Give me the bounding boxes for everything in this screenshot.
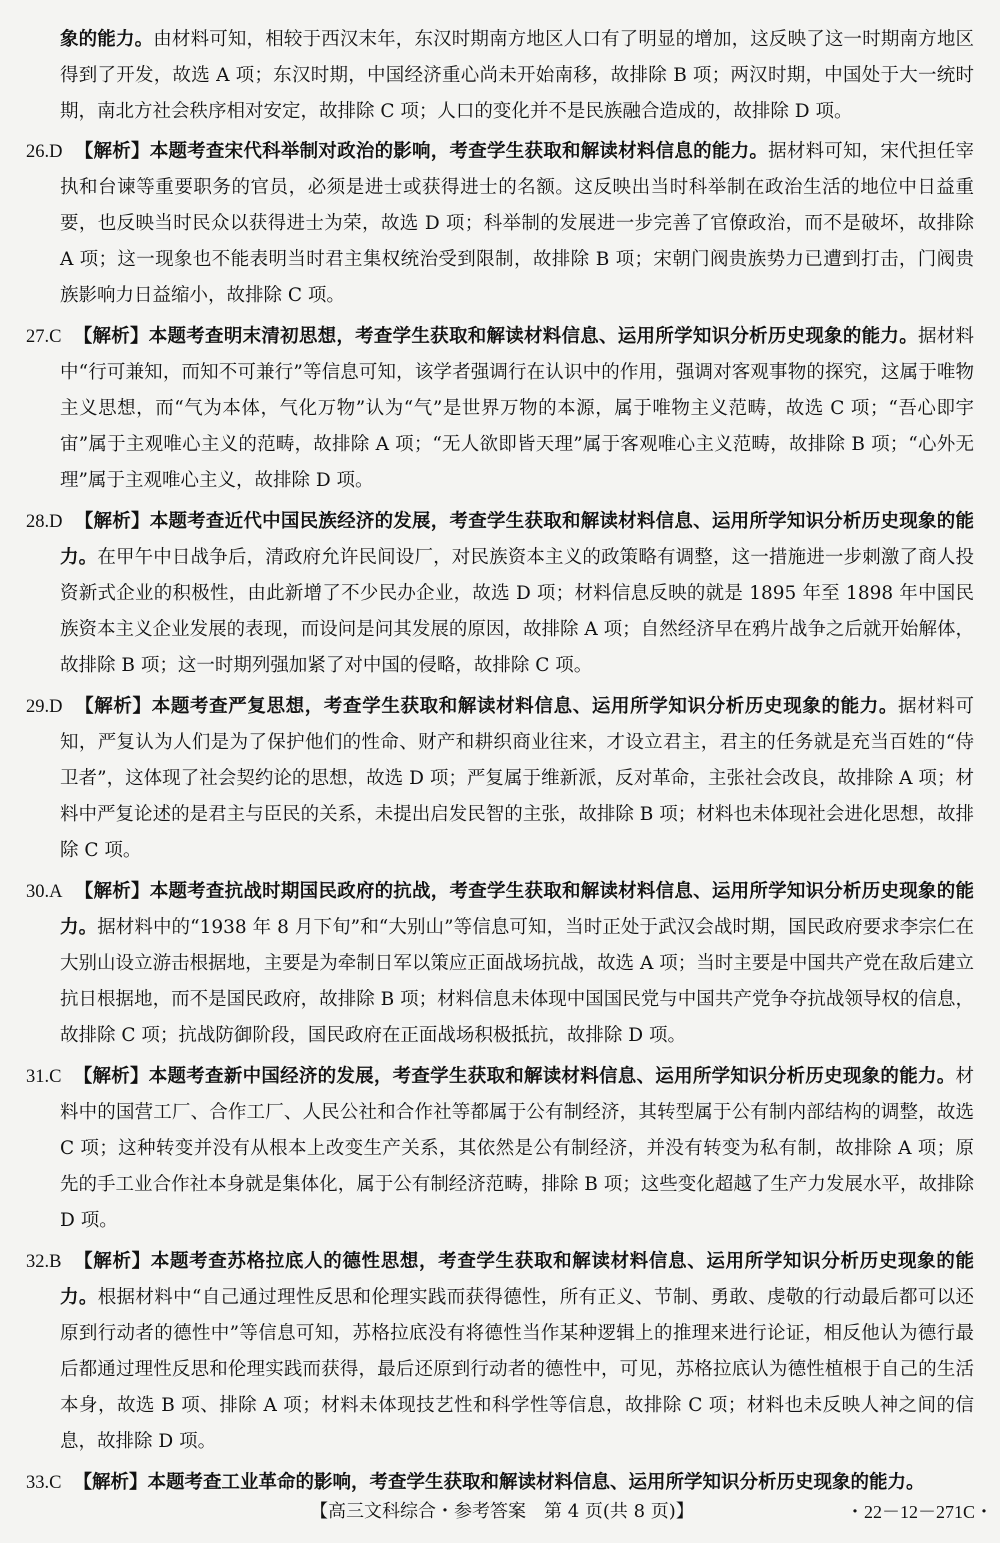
analysis-tag: 【解析】: [73, 1472, 148, 1493]
item-lead: 本题考查近代中国民族经济的发展，考查学生获取和解读材料信息、运用所学知识分析历史现象的能力。: [60, 511, 974, 568]
analysis-tag: 【解析】: [74, 696, 152, 717]
footer-page-info: 【高三文科综合・参考答案 第 4 页(共 8 页)】: [310, 1501, 694, 1522]
footer-exam-code: ・22－12－271C・: [846, 1502, 994, 1522]
item-answer: D: [49, 697, 63, 717]
answer-item-32: [26, 1244, 974, 1460]
item-text: 根据材料中“自己通过理性反思和伦理实践而获得德性，所有正义、节制、勇敢、虔敬的行动最后都可以还原到行动者的德性中”等信息可知，苏格拉底没有将德性当作某种逻辑上的推理来进行论证，相反他认为德行最后都通过理性反思和伦理实践而获得，最后还原到行动者的德性中，可见，苏格拉底认为德性植根于自己的生活本身，故选 B 项、排除 A 项；材料未体现技艺性和科学性等信息，故排除 C 项；材料也未反映人神之间的信息，故排除 D 项。: [60, 1287, 974, 1452]
answer-item-29: [26, 689, 974, 869]
item-number: 32.: [26, 1252, 50, 1272]
analysis-tag: 【解析】: [74, 141, 150, 162]
item-lead: 本题考查宋代科举制对政治的影响，考查学生获取和解读材料信息的能力。: [149, 141, 769, 162]
analysis-tag: 【解析】: [74, 881, 150, 902]
item-answer: D: [49, 512, 63, 532]
analysis-tag: 【解析】: [73, 326, 149, 347]
item-text: 据材料可知，严复认为人们是为了保护他们的性命、财产和耕织商业往来，才设立君主，君主的任务就是充当百姓的“侍卫者”，这体现了社会契约论的思想，故选 D 项；严复属于维新派，反对革命，主张社会改良，故排除 A 项；材料中严复论述的是君主与臣民的关系，未提出启发民智的主张，故排除 B 项；材料也未体现社会进化思想，故排除 C 项。: [60, 696, 974, 861]
answer-item-28: [26, 504, 974, 684]
item-lead: 本题考查苏格拉底人的德性思想，考查学生获取和解读材料信息、运用所学知识分析历史现象的能力。: [60, 1251, 974, 1308]
item-text: 据材料中“行可兼知，而知不可兼行”等信息可知，该学者强调行在认识中的作用，强调对客观事物的探究，这属于唯物主义思想，而“气为本体，气化万物”认为“气”是世界万物的本源，属于唯物主义范畴，故选 C 项；“吾心即宇宙”属于主观唯心主义的范畴，故排除 A 项；“无人欲即皆天理”属于客观唯心主义范畴，故排除 B 项；“心外无理”属于主观唯心主义，故排除 D 项。: [60, 326, 974, 491]
item-lead: 本题考查工业革命的影响，考查学生获取和解读材料信息、运用所学知识分析历史现象的能力。: [147, 1472, 925, 1493]
answer-item-30: [26, 874, 974, 1054]
item-lead: 本题考查明末清初思想，考查学生获取和解读材料信息、运用所学知识分析历史现象的能力。: [148, 326, 918, 347]
analysis-tag: 【解析】: [73, 1251, 151, 1272]
item-number: 30.: [26, 882, 50, 902]
item-text: 材料中的国营工厂、合作工厂、人民公社和合作社等都属于公有制经济，其转型属于公有制内部结构的调整，故选 C 项；这种转变并没有从根本上改变生产关系，其依然是公有制经济，并没有转变为私有制，故排除 A 项；原先的手工业合作社本身就是集体化，属于公有制经济范畴，排除 B 项；这些变化超越了生产力发展水平，故排除 D 项。: [60, 1066, 974, 1231]
item-text: 据材料中的“1938 年 8 月下旬”和“大别山”等信息可知，当时正处于武汉会战时期，国民政府要求李宗仁在大别山设立游击根据地，主要是为牵制日军以策应正面战场抗战，故选 A 项；当时主要是中国共产党在敌后建立抗日根据地，而不是国民政府，故排除 B 项；材料信息未体现中国国民党与中国共产党争夺抗战领导权的信息，故排除 C 项；抗战防御阶段，国民政府在正面战场积极抵抗，故排除 D 项。: [60, 917, 974, 1046]
item-number: 33.: [26, 1473, 50, 1493]
analysis-tag: 【解析】: [73, 1066, 149, 1087]
answer-item-31: [26, 1059, 974, 1239]
item-answer: A: [49, 882, 63, 902]
intro-paragraph: [26, 22, 974, 130]
intro-lead: 象的能力。: [60, 29, 154, 50]
item-lead: 本题考查新中国经济的发展，考查学生获取和解读材料信息、运用所学知识分析历史现象的能力。: [148, 1066, 956, 1087]
item-answer: C: [49, 1473, 62, 1493]
item-answer: B: [49, 1252, 62, 1272]
item-number: 26.: [26, 142, 50, 162]
page-footer: [0, 1494, 1000, 1530]
item-lead: 本题考查严复思想，考查学生获取和解读材料信息、运用所学知识分析历史现象的能力。: [151, 696, 899, 717]
item-number: 27.: [26, 327, 50, 347]
item-text: 据材料可知，宋代担任宰执和台谏等重要职务的官员，必须是进士或获得进士的名额。这反映出当时科举制在政治生活的地位中日益重要，也反映当时民众以获得进士为荣，故选 D 项；科举制的发展进一步完善了官僚政治，而不是破坏，故排除 A 项；这一现象也不能表明当时君主集权统治受到限制，故排除 B 项；宋朝门阀贵族势力已遭到打击，门阀贵族影响力日益缩小，故排除 C 项。: [60, 141, 974, 306]
item-number: 31.: [26, 1067, 50, 1087]
item-lead: 本题考查抗战时期国民政府的抗战，考查学生获取和解读材料信息、运用所学知识分析历史现象的能力。: [60, 881, 974, 938]
answer-item-27: [26, 319, 974, 499]
item-answer: C: [49, 1067, 62, 1087]
item-text: 在甲午中日战争后，清政府允许民间设厂，对民族资本主义的政策略有调整，这一措施进一步刺激了商人投资新式企业的积极性，由此新增了不少民办企业，故选 D 项；材料信息反映的就是 1895 年至 1898 年中国民族资本主义企业发展的表现，而设问是问其发展的原因，故排除 A 项；自然经济早在鸦片战争之后就开始解体，故排除 B 项；这一时期列强加紧了对中国的侵略，故排除 C 项。: [60, 547, 974, 676]
intro-text: 由材料可知，相较于西汉末年，东汉时期南方地区人口有了明显的增加，这反映了这一时期南方地区得到了开发，故选 A 项；东汉时期，中国经济重心尚未开始南移，故排除 B 项；两汉时期，中国处于大一统时期，南北方社会秩序相对安定，故排除 C 项；人口的变化并不是民族融合造成的，故排除 D 项。: [60, 29, 974, 122]
item-answer: C: [49, 327, 62, 347]
analysis-tag: 【解析】: [74, 511, 150, 532]
item-number: 28.: [26, 512, 50, 532]
item-answer: D: [49, 142, 63, 162]
item-number: 29.: [26, 697, 50, 717]
answer-item-26: [26, 134, 974, 314]
